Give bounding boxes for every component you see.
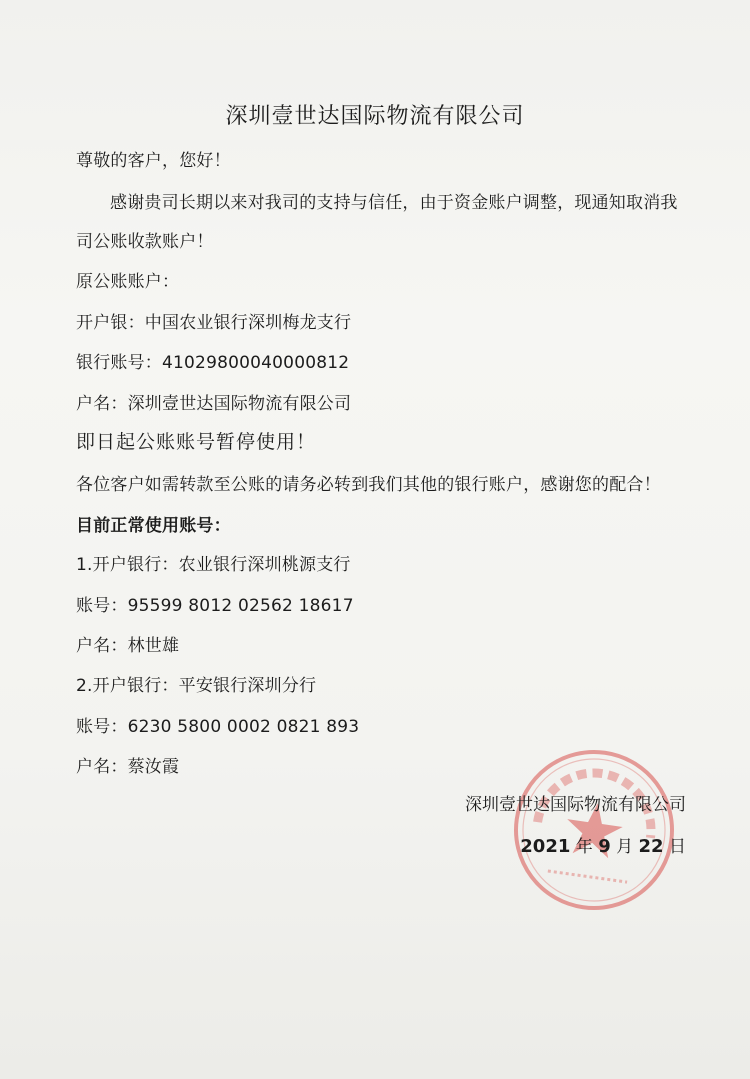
account-2-bank: 2.开户银行：平安银行深圳分行 xyxy=(76,676,317,696)
account-1-bank: 1.开户银行：农业银行深圳桃源支行 xyxy=(76,555,351,575)
suspension-notice: 即日起公账账号暂停使用！ xyxy=(76,431,317,453)
date-month-unit: 月 xyxy=(610,837,639,857)
date-day: 22 xyxy=(638,836,664,857)
account-2-holder: 户名：蔡汝霞 xyxy=(76,757,180,777)
date-month: 9 xyxy=(598,836,611,857)
original-account-heading: 原公账账户： xyxy=(76,272,180,292)
notice-paragraph-line-2: 司公账收款账户！ xyxy=(76,232,214,252)
signature-company: 深圳壹世达国际物流有限公司 xyxy=(465,795,686,815)
account-2-number: 账号：6230 5800 0002 0821 893 xyxy=(76,717,360,737)
account-1-number: 账号：95599 8012 02562 18617 xyxy=(76,596,354,616)
signature-date xyxy=(520,837,686,857)
original-account-number: 银行账号：41029800040000812 xyxy=(76,353,350,373)
date-year-unit: 年 xyxy=(570,837,599,857)
date-day-unit: 日 xyxy=(663,837,686,857)
notice-paragraph-line-1: 感谢贵司长期以来对我司的支持与信任，由于资金账户调整，现通知取消我 xyxy=(110,193,678,213)
date-year: 2021 xyxy=(520,836,571,857)
current-accounts-heading: 目前正常使用账号： xyxy=(76,516,231,536)
original-account-bank: 开户银：中国农业银行深圳梅龙支行 xyxy=(76,313,352,333)
account-1-holder: 户名：林世雄 xyxy=(76,636,180,656)
company-seal-icon xyxy=(498,734,690,926)
original-account-holder: 户名：深圳壹世达国际物流有限公司 xyxy=(76,394,352,414)
company-title: 深圳壹世达国际物流有限公司 xyxy=(225,104,525,129)
transfer-notice: 各位客户如需转款至公账的请务必转到我们其他的银行账户，感谢您的配合！ xyxy=(76,475,661,495)
greeting: 尊敬的客户，您好！ xyxy=(76,151,231,171)
